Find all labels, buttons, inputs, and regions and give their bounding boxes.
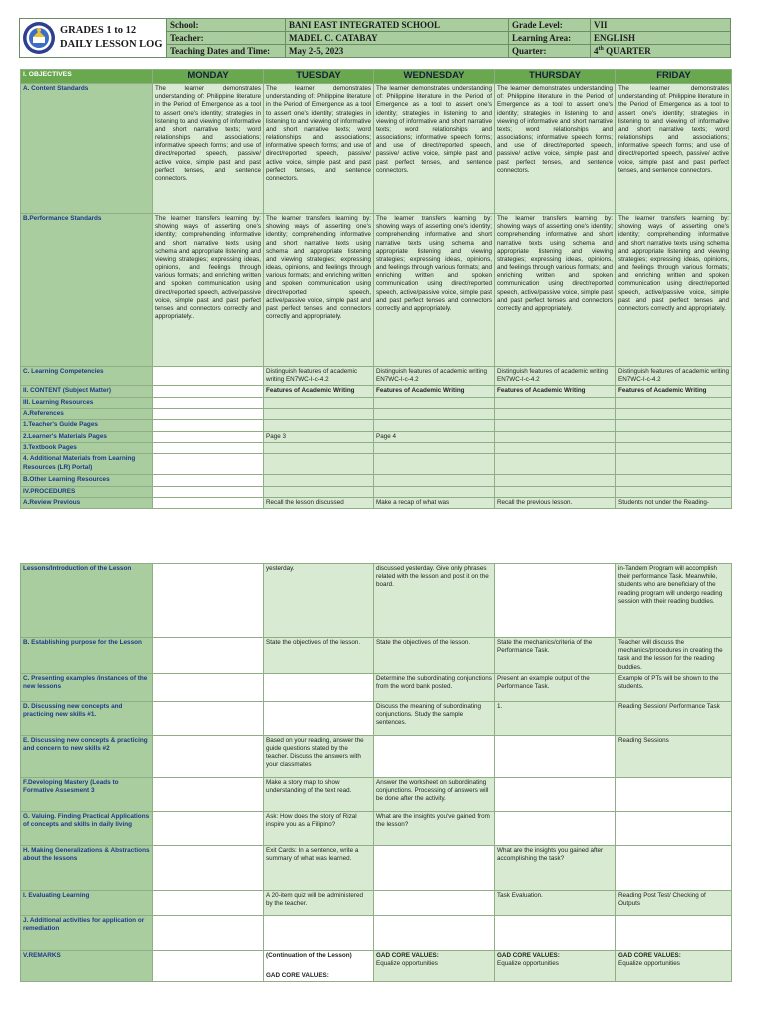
cell-thursday: What are the insights you gained after accomplishing the task? bbox=[495, 845, 616, 890]
cell-monday bbox=[153, 811, 264, 845]
row-label: A.Review Previous bbox=[21, 497, 153, 508]
cell-monday bbox=[153, 777, 264, 811]
row-label: V.REMARKS bbox=[21, 950, 153, 981]
row-c-presenting-examples-instances-of-the-n bbox=[21, 673, 732, 701]
cell-wednesday bbox=[374, 409, 495, 420]
cell-tuesday bbox=[264, 454, 374, 475]
school-value: BANI EAST INTEGRATED SCHOOL bbox=[286, 19, 509, 32]
cell-wednesday: State the objectives of the lesson. bbox=[374, 638, 495, 674]
cell-monday bbox=[153, 397, 264, 408]
gad-heading: GAD CORE VALUES: bbox=[376, 951, 439, 959]
cell-monday bbox=[153, 735, 264, 777]
row-lessons-introduction-of-the-lesson bbox=[21, 564, 732, 638]
row-c-learning-competencies bbox=[21, 367, 732, 386]
day-monday: MONDAY bbox=[153, 70, 264, 84]
row-label: G. Valuing. Finding Practical Applications of concepts and skills in daily living bbox=[21, 811, 153, 845]
lesson-table-top bbox=[20, 69, 732, 509]
cell-tuesday: Make a story map to show understanding of the text read. bbox=[264, 777, 374, 811]
cell-friday: Example of PTs will be shown to the students. bbox=[616, 673, 732, 701]
cell-friday bbox=[616, 915, 732, 950]
cell-tuesday bbox=[264, 673, 374, 701]
row-label: II. CONTENT (Subject Matter) bbox=[21, 386, 153, 397]
cell-thursday: Distinguish features of academic writing EN7WC-I-c-4.2 bbox=[495, 367, 616, 386]
cell-friday bbox=[616, 442, 732, 453]
cell-tuesday: A 20-item quiz will be administered by the teacher. bbox=[264, 890, 374, 915]
day-friday: FRIDAY bbox=[616, 70, 732, 84]
cell-friday bbox=[616, 777, 732, 811]
cell-wednesday bbox=[374, 420, 495, 431]
cell-tuesday bbox=[264, 950, 374, 981]
row-b-establishing-purpose-for-the-lesson bbox=[21, 638, 732, 674]
dates-value: May 2-5, 2023 bbox=[286, 45, 509, 58]
cell-friday: Features of Academic Writing bbox=[616, 386, 732, 397]
row-label: C. Learning Competencies bbox=[21, 367, 153, 386]
cell-thursday bbox=[495, 475, 616, 486]
cell-wednesday bbox=[374, 950, 495, 981]
cell-monday bbox=[153, 486, 264, 497]
row-b-performance-standards bbox=[21, 214, 732, 367]
cell-wednesday bbox=[374, 454, 495, 475]
row-g-valuing-finding-practical-applications bbox=[21, 811, 732, 845]
row-a-content-standards bbox=[21, 84, 732, 214]
cell-monday bbox=[153, 367, 264, 386]
cell-wednesday bbox=[374, 486, 495, 497]
cell-wednesday bbox=[374, 475, 495, 486]
row-4-additional-materials-from-learning-res bbox=[21, 454, 732, 475]
row-label: III. Learning Resources bbox=[21, 397, 153, 408]
quarter-number: 4 bbox=[594, 46, 599, 56]
cell-friday bbox=[616, 486, 732, 497]
cell-tuesday bbox=[264, 442, 374, 453]
cell-monday bbox=[153, 497, 264, 508]
cell-tuesday bbox=[264, 486, 374, 497]
cell-friday: Reading Sessions bbox=[616, 735, 732, 777]
area-label: Learning Area: bbox=[509, 32, 591, 45]
objectives-header-row bbox=[21, 70, 732, 84]
row-label: 1.Teacher's Guide Pages bbox=[21, 420, 153, 431]
row-3-textbook-pages bbox=[21, 442, 732, 453]
cell-monday bbox=[153, 386, 264, 397]
row-label: F.Developing Mastery (Leads to Formative Assesment 3 bbox=[21, 777, 153, 811]
cell-monday: The learner demonstrates understanding of: Philippine literature in the Period of Emergence as a tool to assert one's identity; strategies in listening to and viewing of informative and short narrative texts; word relationships and associations; informative speech forms; and use of direct/reported speech, passive/ active voice, simple past and past perfect tenses, and sentence connectors. bbox=[153, 84, 264, 214]
deped-seal-icon bbox=[22, 21, 56, 55]
day-thursday: THURSDAY bbox=[495, 70, 616, 84]
row-label: A. Content Standards bbox=[21, 84, 153, 214]
cell-thursday bbox=[495, 777, 616, 811]
row-h-making-generalizations-abstractions-ab bbox=[21, 845, 732, 890]
cell-wednesday: Features of Academic Writing bbox=[374, 386, 495, 397]
cell-tuesday bbox=[264, 420, 374, 431]
cell-friday bbox=[616, 409, 732, 420]
cell-monday bbox=[153, 950, 264, 981]
cell-monday: The learner transfers learning by: showing ways of asserting one's identity; comprehending informative and short narrative texts using schema and appropriate listening and viewing strategies; expressing ideas, opinions, and feelings through various formats; and enriching written and spoken communication using direct/reported speech, active/passive voice, simple past and past perfect tenses and connectors correctly and appropriately.. bbox=[153, 214, 264, 367]
cell-thursday: The learner transfers learning by: showing ways of asserting one's identity; comprehending informative and short narrative texts using schema and appropriate listening and viewing strategies; expressing ideas, opinions, and feelings through various formats; and enriching written and spoken communication using direct/reported speech, active/passive voice, simple past and past perfect tenses and connectors correctly and appropriately. bbox=[495, 214, 616, 367]
dates-label: Teaching Dates and Time: bbox=[167, 45, 286, 58]
cell-tuesday: State the objectives of the lesson. bbox=[264, 638, 374, 674]
row-i-evaluating-learning bbox=[21, 890, 732, 915]
cell-friday: Distinguish features of academic writing EN7WC-I-c-4.2 bbox=[616, 367, 732, 386]
quarter-word: QUARTER bbox=[603, 46, 651, 56]
cell-thursday: Task Evaluation. bbox=[495, 890, 616, 915]
row-label: C. Presenting examples /instances of the new lessons bbox=[21, 673, 153, 701]
row-label: B.Other Learning Resources bbox=[21, 475, 153, 486]
cell-thursday bbox=[495, 420, 616, 431]
row-2-learner-s-materials-pages bbox=[21, 431, 732, 442]
cell-monday bbox=[153, 564, 264, 638]
cell-monday bbox=[153, 420, 264, 431]
cell-friday bbox=[616, 454, 732, 475]
cell-tuesday: Based on your reading, answer the guide questions stated by the teacher. Discuss the answers with your classmates bbox=[264, 735, 374, 777]
row-b-other-learning-resources bbox=[21, 475, 732, 486]
cell-thursday bbox=[495, 409, 616, 420]
school-label: School: bbox=[167, 19, 286, 32]
cell-thursday bbox=[495, 735, 616, 777]
teacher-value: MADEL C. CATABAY bbox=[286, 32, 509, 45]
cell-friday bbox=[616, 397, 732, 408]
cell-tuesday: Page 3 bbox=[264, 431, 374, 442]
cell-monday bbox=[153, 673, 264, 701]
title-line-1: GRADES 1 to 12 bbox=[60, 25, 137, 36]
row-a-references bbox=[21, 409, 732, 420]
cell-tuesday: Exit Cards: In a sentence, write a summary of what was learned. bbox=[264, 845, 374, 890]
row-1-teacher-s-guide-pages bbox=[21, 420, 732, 431]
row-a-review-previous bbox=[21, 497, 732, 508]
row-v-remarks bbox=[21, 950, 732, 981]
cell-wednesday: Distinguish features of academic writing EN7WC-I-c-4.2 bbox=[374, 367, 495, 386]
cell-friday: Reading Post Test/ Checking of Outputs bbox=[616, 890, 732, 915]
cell-thursday bbox=[495, 811, 616, 845]
cell-monday bbox=[153, 475, 264, 486]
title-block bbox=[20, 19, 167, 58]
cell-tuesday bbox=[264, 409, 374, 420]
cell-friday: Students not under the Reading- bbox=[616, 497, 732, 508]
cell-friday bbox=[616, 475, 732, 486]
cell-thursday: Present an example output of the Performance Task. bbox=[495, 673, 616, 701]
row-iii-learning-resources bbox=[21, 397, 732, 408]
cell-monday bbox=[153, 442, 264, 453]
cell-tuesday bbox=[264, 915, 374, 950]
cell-thursday bbox=[495, 950, 616, 981]
cell-wednesday bbox=[374, 442, 495, 453]
cell-thursday bbox=[495, 564, 616, 638]
cell-wednesday: Determine the subordinating conjunctions from the word bank posted. bbox=[374, 673, 495, 701]
remarks-continuation: (Continuation of the Lesson) bbox=[266, 951, 352, 959]
cell-wednesday: Discuss the meaning of subordinating conjunctions. Study the sample sentences. bbox=[374, 701, 495, 735]
grade-label: Grade Level: bbox=[509, 19, 591, 32]
row-label: B. Establishing purpose for the Lesson bbox=[21, 638, 153, 674]
cell-monday bbox=[153, 701, 264, 735]
cell-monday bbox=[153, 409, 264, 420]
gad-heading: GAD CORE VALUES: bbox=[618, 951, 681, 959]
cell-wednesday: Page 4 bbox=[374, 431, 495, 442]
row-iv-procedures bbox=[21, 486, 732, 497]
row-ii-content-subject-matter bbox=[21, 386, 732, 397]
cell-friday: Reading Session/ Performance Task bbox=[616, 701, 732, 735]
cell-thursday bbox=[495, 442, 616, 453]
row-label: J. Additional activities for application or remediation bbox=[21, 915, 153, 950]
area-value: ENGLISH bbox=[591, 32, 731, 45]
cell-friday bbox=[616, 420, 732, 431]
gad-value: Equalize opportunities bbox=[497, 959, 559, 967]
row-label: B.Performance Standards bbox=[21, 214, 153, 367]
cell-wednesday: The learner transfers learning by: showing ways of asserting one's identity; comprehending informative and short narrative texts using schema and appropriate listening and viewing strategies; expressing ideas, opinions, and feelings through various formats; and enriching written and spoken communication using direct/reported speech, active/passive voice, simple past and past perfect tenses and connectors correctly and appropriately. bbox=[374, 214, 495, 367]
day-tuesday: TUESDAY bbox=[264, 70, 374, 84]
cell-wednesday: Make a recap of what was bbox=[374, 497, 495, 508]
gad-value: Equalize opportunities bbox=[618, 959, 680, 967]
lesson-table-bottom bbox=[20, 563, 732, 982]
cell-monday bbox=[153, 454, 264, 475]
cell-tuesday bbox=[264, 701, 374, 735]
day-wednesday: WEDNESDAY bbox=[374, 70, 495, 84]
cell-friday bbox=[616, 811, 732, 845]
cell-thursday: State the mechanics/criteria of the Performance Task. bbox=[495, 638, 616, 674]
cell-thursday bbox=[495, 915, 616, 950]
row-label: 3.Textbook Pages bbox=[21, 442, 153, 453]
cell-tuesday: Ask: How does the story of Rizal inspire you as a Filipino? bbox=[264, 811, 374, 845]
cell-friday bbox=[616, 950, 732, 981]
row-label: E. Discussing new concepts & practicing and concern to new skills #2 bbox=[21, 735, 153, 777]
cell-tuesday bbox=[264, 475, 374, 486]
cell-thursday bbox=[495, 397, 616, 408]
cell-tuesday: Features of Academic Writing bbox=[264, 386, 374, 397]
cell-tuesday: The learner demonstrates understanding of: Philippine literature in the Period of Emergence as a tool to assert one's identity; strategies in listening to and viewing of informative and short narrative texts; word relationships and associations; informative speech forms; and use of direct/reported speech, passive/ active voice, simple past and past perfect tenses, and sentence connectors. bbox=[264, 84, 374, 214]
cell-monday bbox=[153, 638, 264, 674]
quarter-value bbox=[591, 45, 731, 58]
cell-monday bbox=[153, 915, 264, 950]
cell-tuesday: Distinguish features of academic writing EN7WC-I-c-4.2 bbox=[264, 367, 374, 386]
cell-wednesday bbox=[374, 845, 495, 890]
row-e-discussing-new-concepts-practicing-and bbox=[21, 735, 732, 777]
objectives-label: I. OBJECTIVES bbox=[21, 70, 153, 84]
row-j-additional-activities-for-application- bbox=[21, 915, 732, 950]
cell-thursday: 1. bbox=[495, 701, 616, 735]
cell-wednesday: Answer the worksheet on subordinating conjunctions. Processing of answers will be done after the activity. bbox=[374, 777, 495, 811]
cell-tuesday: Recall the lesson discussed bbox=[264, 497, 374, 508]
cell-wednesday: What are the insights you've gained from the lesson? bbox=[374, 811, 495, 845]
row-label: Lessons/Introduction of the Lesson bbox=[21, 564, 153, 638]
row-label: D. Discussing new concepts and practicing new skills #1. bbox=[21, 701, 153, 735]
cell-friday bbox=[616, 845, 732, 890]
remarks-gad-heading: GAD CORE VALUES: bbox=[266, 971, 329, 979]
row-label: 2.Learner's Materials Pages bbox=[21, 431, 153, 442]
cell-wednesday bbox=[374, 397, 495, 408]
cell-tuesday bbox=[264, 397, 374, 408]
row-label: IV.PROCEDURES bbox=[21, 486, 153, 497]
quarter-label: Quarter: bbox=[509, 45, 591, 58]
cell-tuesday: yesterday. bbox=[264, 564, 374, 638]
title-line-2: DAILY LESSON LOG bbox=[60, 39, 163, 50]
header-table bbox=[19, 18, 731, 58]
cell-wednesday: discussed yesterday. Give only phrases related with the lesson and post it on the board. bbox=[374, 564, 495, 638]
row-label: H. Making Generalizations & Abstractions about the lessons bbox=[21, 845, 153, 890]
teacher-label: Teacher: bbox=[167, 32, 286, 45]
grade-value: VII bbox=[591, 19, 731, 32]
cell-friday: in-Tandem Program will accomplish their performance Task. Meanwhile, students who are beneficiary of the reading program will undergo reading session with their reading buddies. bbox=[616, 564, 732, 638]
cell-wednesday bbox=[374, 915, 495, 950]
cell-monday bbox=[153, 890, 264, 915]
gad-value: Equalize opportunities bbox=[376, 959, 438, 967]
row-f-developing-mastery-leads-to-formative- bbox=[21, 777, 732, 811]
cell-monday bbox=[153, 845, 264, 890]
cell-thursday bbox=[495, 486, 616, 497]
row-label: 4. Additional Materials from Learning Resources (LR) Portal) bbox=[21, 454, 153, 475]
row-label: A.References bbox=[21, 409, 153, 420]
cell-thursday bbox=[495, 454, 616, 475]
cell-wednesday bbox=[374, 890, 495, 915]
cell-friday: Teacher will discuss the mechanics/procedures in creating the task and the lesson for the reading buddies. bbox=[616, 638, 732, 674]
cell-wednesday bbox=[374, 735, 495, 777]
cell-wednesday: The learner demonstrates understanding of: Philippine literature in the Period of Emergence as a tool to assert one's identity; strategies in listening to and viewing of informative and short narrative texts; word relationships and associations; informative speech forms; and use of direct/reported speech, passive/ active voice, simple past and past perfect tenses, and sentence connectors. bbox=[374, 84, 495, 214]
cell-tuesday: The learner transfers learning by: showing ways of asserting one's identity; comprehending informative and short narrative texts using schema and appropriate listening and viewing strategies; expressing ideas, opinions, and feelings through various formats; and enriching written and spoken communication using direct/reported speech, active/passive voice, simple past and past perfect tenses and connectors correctly and appropriately. bbox=[264, 214, 374, 367]
quarter-suffix: th bbox=[598, 46, 604, 52]
row-label: I. Evaluating Learning bbox=[21, 890, 153, 915]
row-d-discussing-new-concepts-and-practicing bbox=[21, 701, 732, 735]
cell-thursday: Features of Academic Writing bbox=[495, 386, 616, 397]
cell-thursday bbox=[495, 431, 616, 442]
cell-thursday: The learner demonstrates understanding of: Philippine literature in the Period of Emergence as a tool to assert one's identity; strategies in listening to and viewing of informative and short narrative texts; word relationships and associations; informative speech forms; and use of direct/reported speech, passive/ active voice, simple past and past perfect tenses, and sentence connectors. bbox=[495, 84, 616, 214]
cell-friday: The learner demonstrates understanding of: Philippine literature in the Period of Emergence as a tool to assert one's identity; strategies in listening to and viewing of informative and short narrative texts; word relationships and associations; informative speech forms; and use of direct/reported speech, passive/ active voice, simple past and past perfect tenses, and sentence connectors. bbox=[616, 84, 732, 214]
gad-heading: GAD CORE VALUES: bbox=[497, 951, 560, 959]
cell-thursday: Recall the previous lesson. bbox=[495, 497, 616, 508]
cell-monday bbox=[153, 431, 264, 442]
cell-friday: The learner transfers learning by: showing ways of asserting one's identity; comprehending informative and short narrative texts using schema and appropriate listening and viewing strategies; expressing ideas, opinions, and feelings through various formats; and enriching written and spoken communication using direct/reported speech, active/passive voice, simple past and past perfect tenses and connectors correctly and appropriately. bbox=[616, 214, 732, 367]
cell-friday bbox=[616, 431, 732, 442]
